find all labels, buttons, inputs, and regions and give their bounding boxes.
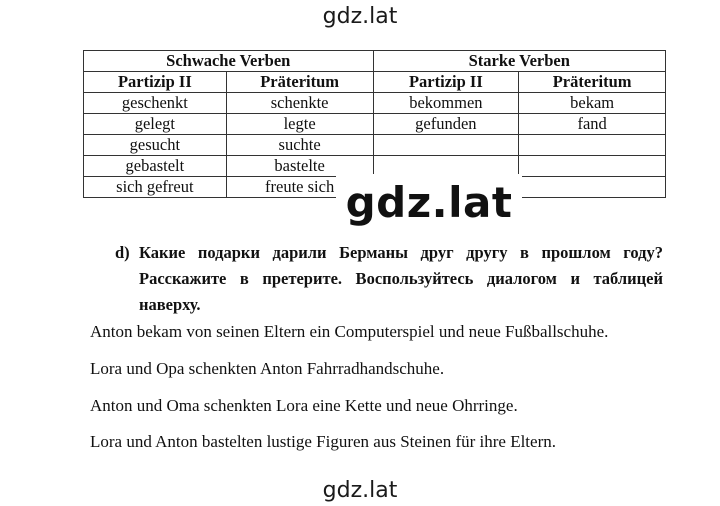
table-row [84,93,666,114]
table-cell: schenkte [226,93,373,114]
table-cell: geschenkt [84,93,227,114]
table-cell: legte [226,114,373,135]
table-cell: fand [519,114,666,135]
answer-sentence: Lora und Anton bastelten lustige Figuren aus Steinen für ihre Eltern. [90,432,556,451]
table-cell: sich gefreut [84,177,227,198]
table-cell: suchte [226,135,373,156]
table-cell: gebastelt [84,156,227,177]
task-instruction [115,240,663,318]
table-cell [519,156,666,177]
group-header-strong-verbs: Starke Verben [373,51,666,72]
task-text: Какие подарки дарили Берманы друг другу в прошлом году? Расскажите в претерите. Воспользуйтесь диалогом и таблицей наверху. [139,243,663,314]
table-cell: freute sich [226,177,373,198]
task-letter: d) [115,243,130,262]
group-header-weak-verbs: Schwache Verben [84,51,374,72]
answer-sentence: Anton und Oma schenkten Lora eine Kette und neue Ohrringe. [90,396,518,415]
table-cell: bekam [519,93,666,114]
column-header: Partizip II [84,72,227,93]
table-group-header-row [84,51,666,72]
table-cell: gelegt [84,114,227,135]
answer-sentence: Anton bekam von seinen Eltern ein Computerspiel und neue Fußballschuhe. [90,322,609,341]
table-column-header-row [84,72,666,93]
table-cell [373,135,519,156]
table-cell: bekommen [373,93,519,114]
watermark-bottom: gdz.lat [322,478,398,503]
column-header: Präteritum [519,72,666,93]
watermark-top: gdz.lat [322,4,398,29]
column-header: Präteritum [226,72,373,93]
answer-sentence: Lora und Opa schenkten Anton Fahrradhandschuhe. [90,359,445,378]
table-cell [519,177,666,198]
table-cell: gesucht [84,135,227,156]
table-row [84,135,666,156]
table-row [84,114,666,135]
table-cell: gefunden [373,114,519,135]
watermark-middle: gdz.lat [336,174,522,232]
table-cell [519,135,666,156]
table-cell: bastelte [226,156,373,177]
column-header: Partizip II [373,72,519,93]
